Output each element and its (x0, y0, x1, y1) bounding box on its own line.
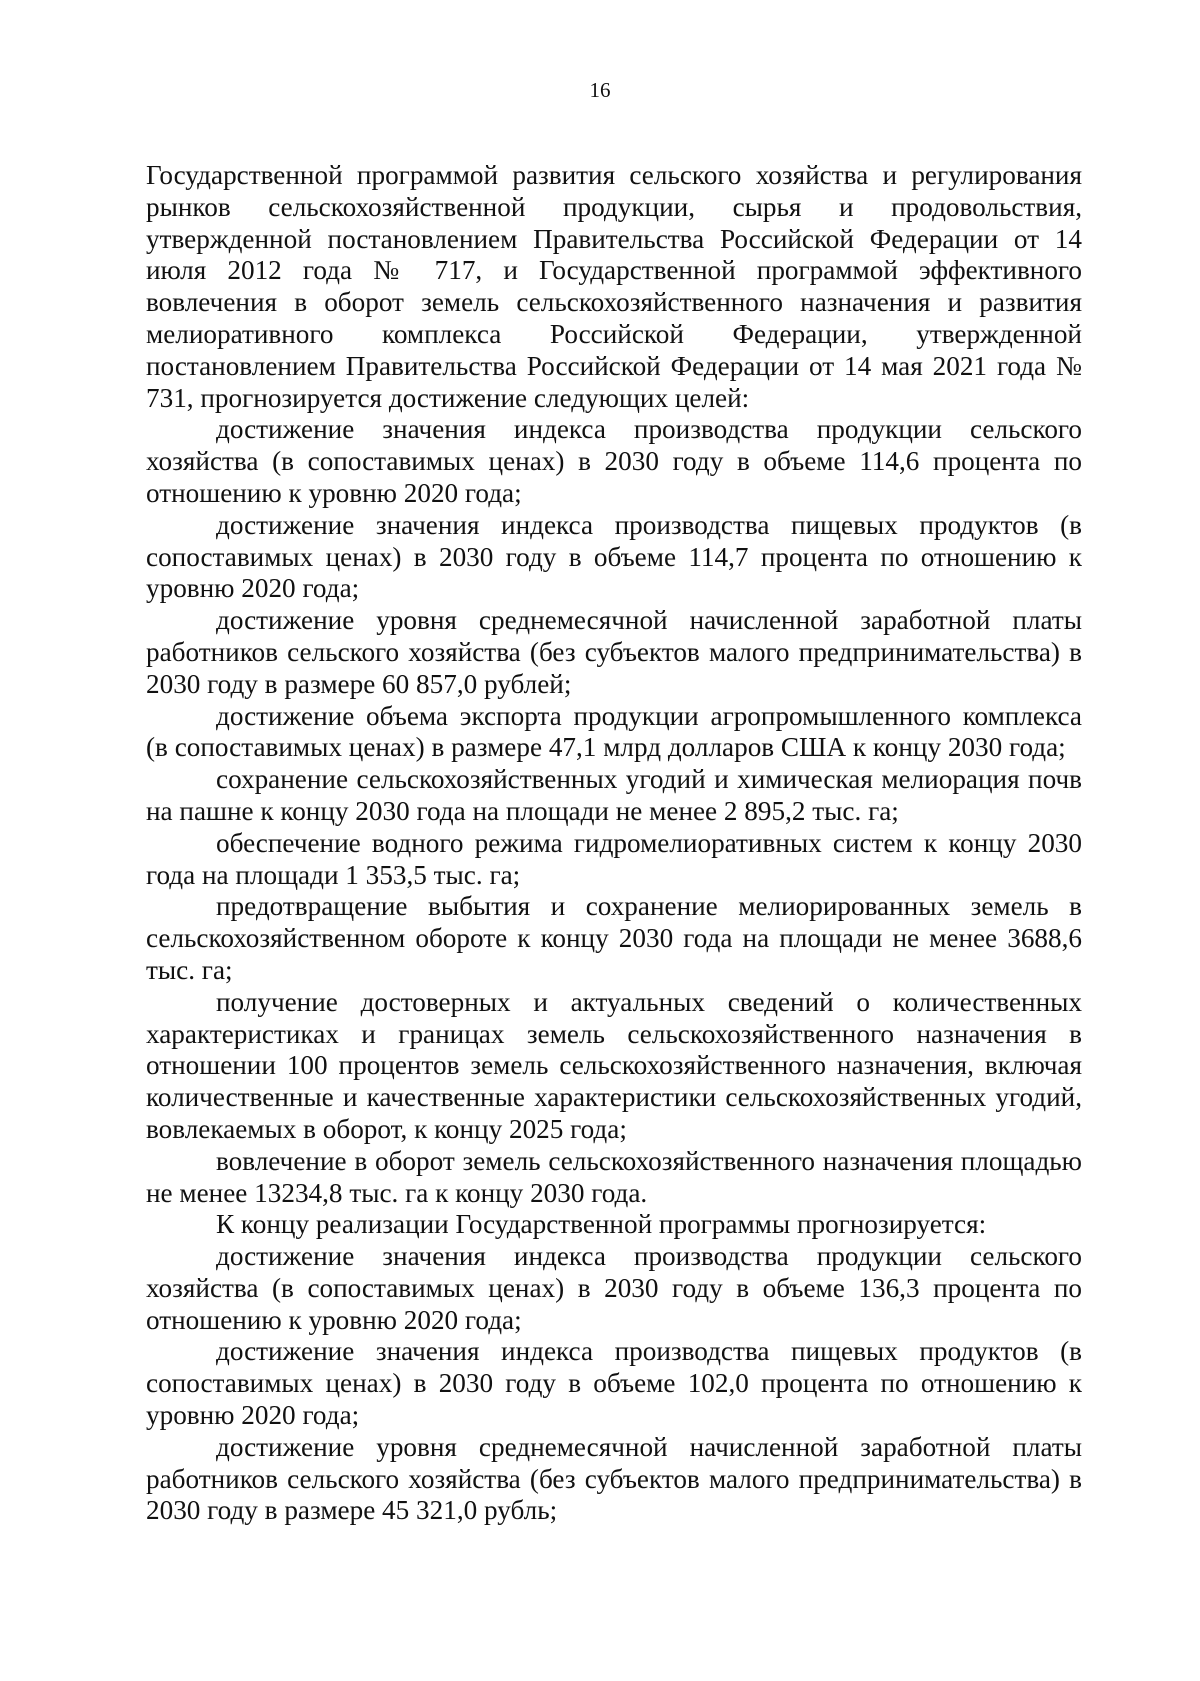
paragraph-forecast-food-production-index: достижение значения индекса производства пищевых продуктов (в сопоставимых ценах) в 2030 году в объеме 102,0 процента по отношению к уровню 2020 года; (146, 1336, 1082, 1431)
paragraph-goal-land-involvement: вовлечение в оборот земель сельскохозяйственного назначения площадью не менее 13234,8 тыс. га к концу 2030 года. (146, 1145, 1082, 1208)
paragraph-goal-water-regime: обеспечение водного режима гидромелиоративных систем к концу 2030 года на площади 1 353,5 тыс. га; (146, 827, 1082, 890)
paragraph-goal-food-production-index: достижение значения индекса производства пищевых продуктов (в сопоставимых ценах) в 2030 году в объеме 114,7 процента по отношению к уровню 2020 года; (146, 509, 1082, 604)
paragraph-goal-reclaimed-lands: предотвращение выбытия и сохранение мелиорированных земель в сельскохозяйственном обороте к концу 2030 года на площади не менее 3688,6 тыс. га; (146, 891, 1082, 985)
page-number: 16 (589, 78, 611, 102)
paragraph-forecast-agri-production-index: достижение значения индекса производства продукции сельского хозяйства (в сопоставимых ценах) в 2030 году в объеме 136,3 процента по отношению к уровню 2020 года; (146, 1241, 1082, 1335)
paragraph-goal-land-preservation: сохранение сельскохозяйственных угодий и химическая мелиорация почв на пашне к концу 2030 года на площади не менее 2 895,2 тыс. га; (146, 764, 1082, 826)
paragraph-goal-export-volume: достижение объема экспорта продукции агропромышленного комплекса (в сопоставимых ценах) в размере 47,1 млрд долларов США к концу 2030 года; (146, 700, 1082, 763)
document-body (146, 160, 1082, 1527)
paragraph-intro: Государственной программой развития сельского хозяйства и регулирования рынков сельскохозяйственной продукции, сырья и продовольствия, утвержденной постановлением Правительства Российской Федерации от 14 июля 2012 года № 717, и Государственной программой эффективного вовлечения в оборот земель сельскохозяйственного назначения и развития мелиоративного комплекса Российской Федерации, утвержденной постановлением Правительства Российской Федерации от 14 мая 2021 года № 731, прогнозируется достижение следующих целей: (146, 160, 1082, 413)
paragraph-goal-agri-production-index: достижение значения индекса производства продукции сельского хозяйства (в сопоставимых ценах) в 2030 году в объеме 114,6 процента по отношению к уровню 2020 года; (146, 414, 1082, 508)
paragraph-goal-average-wage: достижение уровня среднемесячной начисленной заработной платы работников сельского хозяйства (без субъектов малого предпринимательства) в 2030 году в размере 60 857,0 рублей; (146, 605, 1082, 699)
paragraph-goal-land-information: получение достоверных и актуальных сведений о количественных характеристиках и границах земель сельскохозяйственного назначения в отношении 100 процентов земель сельскохозяйственного назначения, включая количественные и качественные характеристики сельскохозяйственных угодий, вовлекаемых в оборот, к концу 2025 года; (146, 986, 1082, 1144)
paragraph-program-end-forecast: К концу реализации Государственной программы прогнозируется: (216, 1209, 987, 1240)
paragraph-forecast-average-wage: достижение уровня среднемесячной начисленной заработной платы работников сельского хозяйства (без субъектов малого предпринимательства) в 2030 году в размере 45 321,0 рубль; (146, 1431, 1082, 1526)
